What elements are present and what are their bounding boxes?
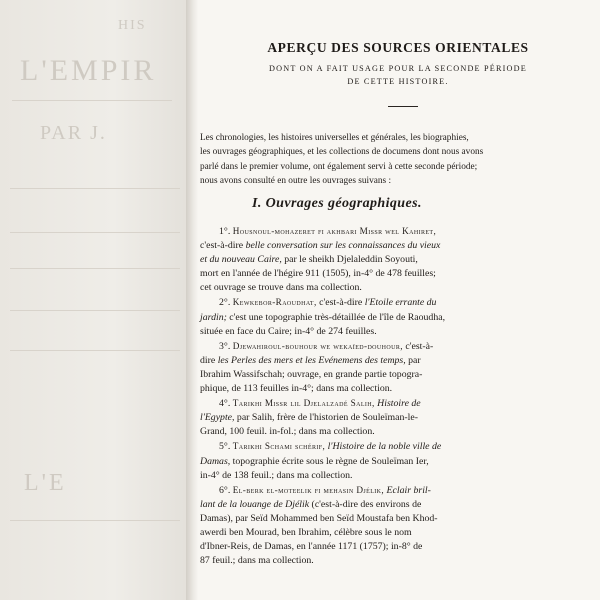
ghost-rule (10, 520, 180, 521)
entry-line (200, 512, 564, 526)
entry-text: c'est-à-dire (200, 240, 246, 252)
entry-line (200, 382, 564, 396)
entry-text: par le sheikh Djelaleddin Soyouti, (281, 254, 418, 266)
entry-line (200, 469, 564, 483)
title-rule (388, 106, 418, 107)
entries-list (200, 224, 564, 568)
entry-text: Grand, 100 feuil. in-fol.; dans ma collection. (200, 426, 375, 438)
entry-line (200, 526, 564, 540)
intro-paragraph (200, 131, 568, 189)
intro-line: Les chronologies, les histoires universelles et générales, les biographies, (200, 133, 469, 143)
entry-text: in-4° de 138 feuil.; dans ma collection. (200, 469, 353, 481)
work-title: Tarikhi Schami schérif, (232, 441, 326, 452)
entry-text: par (405, 354, 421, 366)
entry-text: située en face du Caire; in-4° de 274 feuilles. (200, 325, 377, 337)
ghost-rule (12, 100, 172, 101)
entry-line (200, 311, 564, 325)
entry-line (200, 368, 564, 382)
ghost-text: HIS (118, 18, 147, 33)
page-title: APERÇU DES SOURCES ORIENTALES (267, 40, 529, 55)
entry-line (200, 354, 564, 368)
ghost-rule (10, 350, 180, 351)
entry-text: phique, de 113 feuilles in-4°; dans ma collection. (200, 383, 393, 395)
entry-text: cet ouvrage se trouve dans ma collection. (200, 282, 362, 294)
work-translation: jardin; (200, 311, 227, 323)
intro-line: parlé dans le premier volume, ont également servi à cette seconde période; (200, 161, 478, 172)
entry-line (200, 455, 564, 469)
entry-line (200, 439, 564, 454)
entry-line (200, 396, 564, 411)
work-translation: l'Histoire de la noble ville de (327, 441, 442, 453)
entry-text: awerdi ben Mourad, ben Ibrahim, célèbre sous le nom (200, 526, 412, 538)
entry-text: Damas), par Seïd Mohammed ben Seïd Moustafa ben Khod- (200, 512, 438, 524)
work-title: Kewkebor-Raoudhat, (232, 297, 317, 308)
work-title: Tarikhi Missr lil Djelalzadé Salih, (232, 398, 375, 409)
intro-line: les ouvrages géographiques, et les collections de documens dont nous avons (200, 147, 484, 158)
work-title: El-berk el-moteelik fi mehasin Djélik, (232, 484, 385, 495)
entry-text: (c'est-à-dire des environs de (309, 498, 422, 510)
entry-line (200, 554, 564, 568)
entry-line (200, 295, 564, 310)
entry-line (200, 267, 564, 281)
work-translation: l'Etoile errante du (364, 297, 437, 309)
source-entry (200, 396, 564, 439)
entry-line (200, 253, 564, 267)
entry-line (200, 239, 564, 253)
entry-text: mort en l'année de l'hégire 911 (1505), in-4° de 478 feuilles; (200, 268, 436, 280)
entry-text: 2°. (219, 297, 233, 309)
entry-text: 3°. (219, 340, 233, 352)
work-title: Housnoul-mohazeret fi akhbari Missr wel Kahiret, (232, 226, 437, 236)
entry-text: 6°. (219, 484, 233, 496)
source-entry (200, 295, 564, 338)
entry-text: d'Ibner-Reis, de Damas, en l'année 1171 (1757); in-8° de (200, 541, 423, 553)
entry-text: 1°. (219, 226, 233, 237)
entry-line (200, 339, 564, 354)
entry-text: par Salih, frère de l'historien de Souleïman-le- (234, 412, 418, 424)
entry-line (200, 498, 564, 512)
entry-line (200, 281, 564, 295)
previous-page-show-through (0, 0, 190, 600)
book-page (198, 0, 600, 600)
page-subtitle (198, 62, 598, 88)
entry-line (200, 425, 564, 439)
entry-text: c'est-à- (402, 340, 434, 352)
work-translation: Damas, (200, 455, 231, 467)
ghost-text: PAR J. (40, 122, 107, 144)
subtitle-line: DE CETTE HISTOIRE. (347, 77, 449, 86)
book-gutter (186, 0, 198, 600)
work-title: Djewahiroul-bouhour we wekaïed-douhour, (232, 340, 403, 351)
source-entry (200, 483, 564, 569)
source-entry (200, 339, 564, 396)
entry-text: 4°. (219, 398, 233, 410)
intro-line: nous avons consulté en outre les ouvrages suivans : (200, 176, 392, 187)
work-translation: Eclair bril- (386, 484, 431, 496)
work-translation: et du nouveau Caire, (200, 254, 282, 266)
ghost-rule (10, 188, 180, 189)
section-heading: I. Ouvrages géographiques. (252, 196, 422, 211)
work-translation: belle conversation sur les connaissances du vieux (245, 240, 441, 252)
subtitle-line: DONT ON A FAIT USAGE POUR LA SECONDE PÉRIODE (269, 64, 527, 73)
source-entry (200, 224, 564, 295)
entry-line (200, 325, 564, 339)
entry-text: 87 feuil.; dans ma collection. (200, 555, 314, 567)
ghost-rule (10, 268, 180, 269)
entry-text: dire (200, 354, 218, 366)
entry-text: Ibrahim Wassifschah; ouvrage, en grande partie topogra- (200, 368, 423, 380)
work-translation: l'Egypte, (200, 412, 235, 424)
entry-line (200, 483, 564, 498)
work-translation: lant de la louange de Djélik (200, 498, 310, 510)
work-translation: les Perles des mers et les Evénemens des temps, (217, 354, 406, 366)
ghost-rule (10, 232, 180, 233)
entry-line (200, 540, 564, 554)
entry-text: c'est-à-dire (316, 297, 365, 309)
entry-text: 5°. (219, 441, 233, 453)
source-entry (200, 439, 564, 482)
ghost-text: L'E (24, 470, 67, 496)
ghost-rule (10, 310, 180, 311)
entry-text: topographie écrite sous le règne de Souleïman Ier, (230, 455, 429, 467)
ghost-text: L'EMPIR (20, 54, 157, 87)
work-translation: Histoire de (377, 398, 421, 410)
entry-line (200, 224, 564, 239)
entry-text: c'est une topographie très-détaillée de l'île de Raoudha, (226, 311, 446, 323)
entry-line (200, 411, 564, 425)
